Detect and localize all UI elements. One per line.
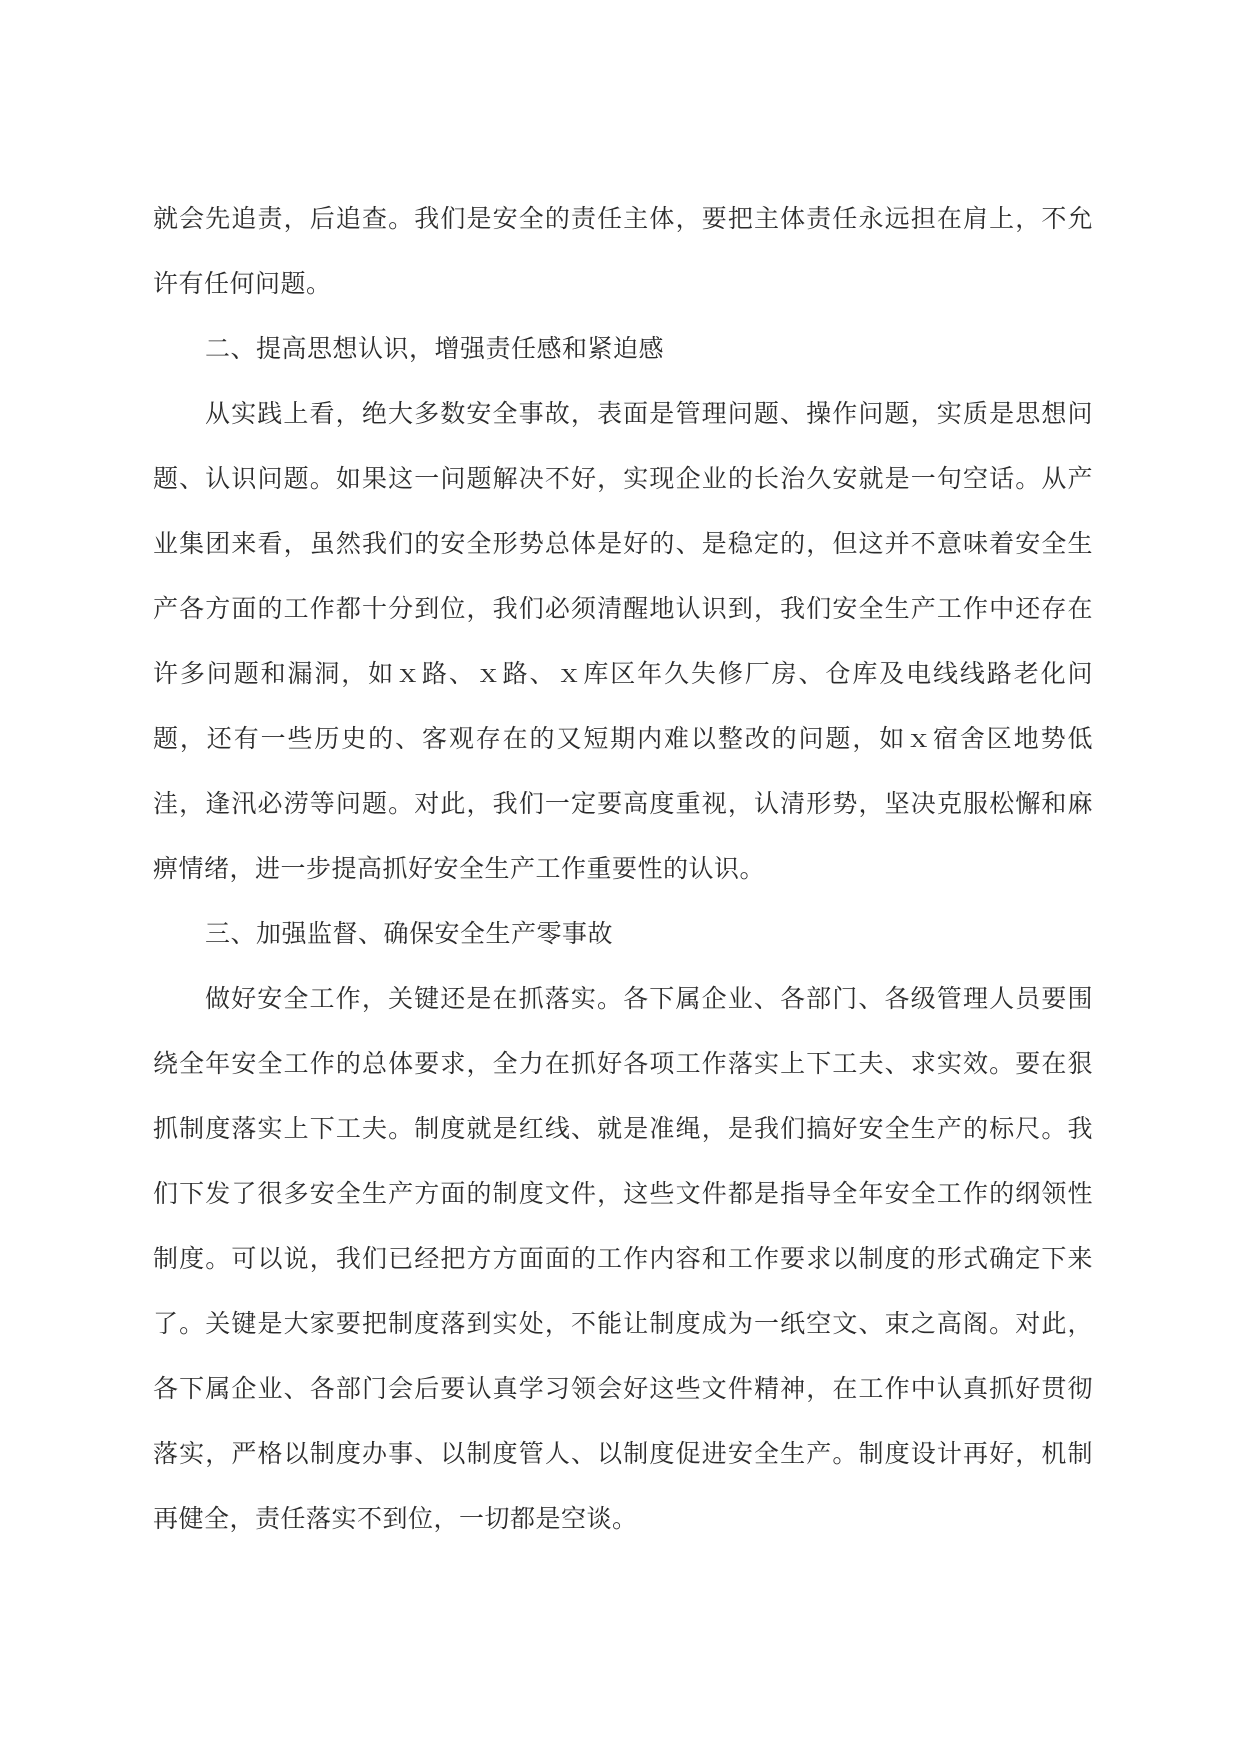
- paragraph-continued: 就会先追责，后追查。我们是安全的责任主体，要把主体责任永远担在肩上，不允许有任何问题。: [153, 204, 1093, 298]
- section-heading-3: 三、加强监督、确保安全生产零事故: [205, 919, 614, 948]
- paragraph-body: 从实践上看，绝大多数安全事故，表面是管理问题、操作问题，实质是思想问题、认识问题。如果这一问题解决不好，实现企业的长治久安就是一句空话。从产业集团来看，虽然我们的安全形势总体是好的、是稳定的，但这并不意味着安全生产各方面的工作都十分到位，我们必须清醒地认识到，我们安全生产工作中还存在许多问题和漏洞，如ｘ路、ｘ路、ｘ库区年久失修厂房、仓库及电线线路老化问题，还有一些历史的、客观存在的又短期内难以整改的问题，如ｘ宿舍区地势低洼，逢汛必涝等问题。对此，我们一定要高度重视，认清形势，坚决克服松懈和麻痹情绪，进一步提高抓好安全生产工作重要性的认识。: [153, 399, 1093, 883]
- document-body: [153, 186, 1093, 1551]
- paragraph-body: 做好安全工作，关键还是在抓落实。各下属企业、各部门、各级管理人员要围绕全年安全工作的总体要求，全力在抓好各项工作落实上下工夫、求实效。要在狠抓制度落实上下工夫。制度就是红线、就是准绳，是我们搞好安全生产的标尺。我们下发了很多安全生产方面的制度文件，这些文件都是指导全年安全工作的纲领性制度。可以说，我们已经把方方面面的工作内容和工作要求以制度的形式确定下来了。关键是大家要把制度落到实处，不能让制度成为一纸空文、束之高阁。对此，各下属企业、各部门会后要认真学习领会好这些文件精神，在工作中认真抓好贯彻落实，严格以制度办事、以制度管人、以制度促进安全生产。制度设计再好，机制再健全，责任落实不到位，一切都是空谈。: [153, 984, 1093, 1533]
- section-heading-2: 二、提高思想认识，增强责任感和紧迫感: [205, 334, 665, 363]
